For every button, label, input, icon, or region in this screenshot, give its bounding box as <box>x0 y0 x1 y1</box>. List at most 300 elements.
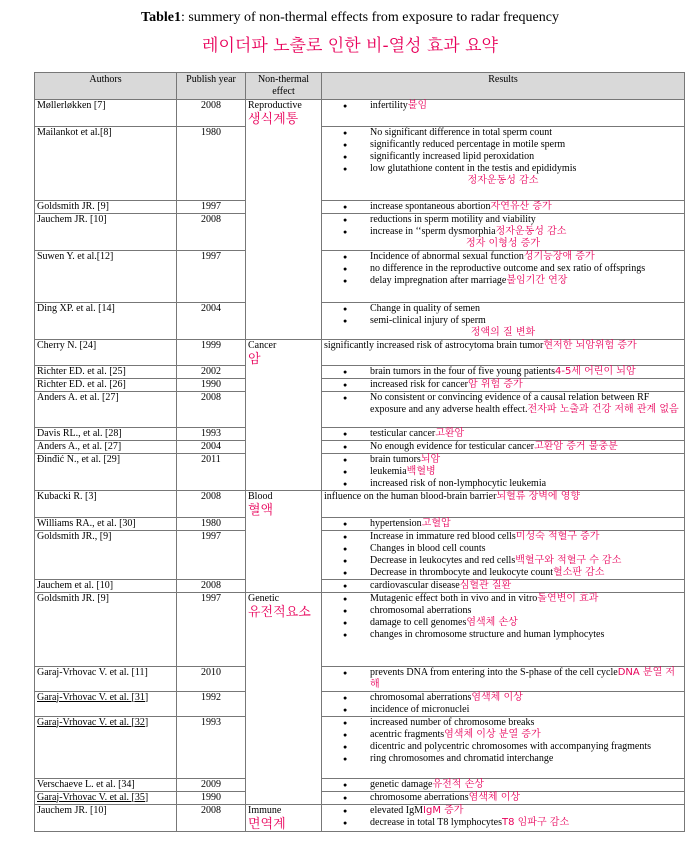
result-item <box>324 717 682 729</box>
author-text: Mailankot et al.[8] <box>37 126 112 138</box>
year-cell: 1980 <box>177 126 246 200</box>
results-list <box>324 792 682 804</box>
author-text: Anders A., et al. [27] <box>37 441 122 452</box>
author-cell <box>35 804 177 831</box>
effect-korean-label: 암 <box>248 351 261 367</box>
table-row <box>35 339 685 366</box>
results-cell <box>322 366 685 379</box>
result-korean-note: 미성숙 적혈구 증가 <box>515 530 600 542</box>
table-row <box>35 716 685 778</box>
author-cell <box>35 379 177 392</box>
table-row <box>35 126 685 200</box>
results-cell <box>322 213 685 250</box>
result-text: semi-clinical injury of sperm <box>370 314 486 326</box>
result-korean-note: 암 위험 증가 <box>468 379 523 390</box>
effect-cell <box>246 213 322 250</box>
results-cell <box>322 200 685 213</box>
year-cell: 2008 <box>177 579 246 592</box>
result-text: infertility <box>370 100 408 111</box>
results-list <box>324 531 682 579</box>
result-item <box>324 127 682 139</box>
effect-cell <box>246 454 322 491</box>
year-cell: 1997 <box>177 250 246 302</box>
result-item <box>324 139 682 151</box>
effect-cell <box>246 302 322 339</box>
author-cell <box>35 791 177 804</box>
year-cell: 2010 <box>177 666 246 691</box>
result-item <box>324 214 682 226</box>
result-text: Changes in blood cell counts <box>370 542 486 554</box>
effect-cell <box>246 250 322 302</box>
result-korean-note: 염색체 손상 <box>466 616 518 628</box>
result-korean-note: 현저한 뇌암위험 증가 <box>543 339 637 351</box>
table-row <box>35 366 685 379</box>
results-list <box>324 379 682 391</box>
author-cell <box>35 366 177 379</box>
results-list <box>324 580 682 592</box>
table-row <box>35 691 685 716</box>
result-item <box>324 741 682 753</box>
result-item <box>324 567 682 579</box>
result-item <box>324 275 682 287</box>
author-text: Jauchem et al. [10] <box>37 579 114 591</box>
author-cell <box>35 716 177 778</box>
result-item <box>324 379 682 391</box>
results-cell <box>322 339 685 366</box>
result-text: Incidence of abnormal sexual function <box>370 250 524 262</box>
result-text: significantly increased lipid peroxidation <box>370 150 535 162</box>
year-cell: 1997 <box>177 530 246 579</box>
effect-cell <box>246 778 322 791</box>
results-list <box>324 805 682 829</box>
results-cell <box>322 454 685 491</box>
author-cell <box>35 441 177 454</box>
results-list <box>324 201 682 213</box>
author-text: Verschaeve L. et al. [34] <box>37 778 135 790</box>
year-cell: 2009 <box>177 778 246 791</box>
year-cell: 1997 <box>177 592 246 666</box>
results-list <box>324 667 682 691</box>
result-korean-note: 불임기간 연장 <box>506 274 568 286</box>
year-cell: 2008 <box>177 392 246 428</box>
author-cell <box>35 100 177 127</box>
author-cell <box>35 250 177 302</box>
year-cell: 2002 <box>177 366 246 379</box>
table-row <box>35 379 685 392</box>
year-cell: 2008 <box>177 213 246 250</box>
result-korean-note: 고혈압 <box>421 517 451 529</box>
result-korean-note: 돌연변이 효과 <box>537 592 599 604</box>
author-text: Goldsmith JR., [9] <box>37 530 112 542</box>
result-korean-note: 4-5세 어린이 뇌암 <box>554 366 636 377</box>
result-text: significantly increased risk of astrocytoma brain tumor <box>324 339 544 351</box>
year-cell: 2008 <box>177 804 246 831</box>
results-cell <box>322 428 685 441</box>
result-item <box>324 201 682 213</box>
result-text: increased risk of non-lymphocytic leukemia <box>370 478 547 489</box>
result-item <box>324 605 682 617</box>
summary-table <box>34 72 685 832</box>
header-effect: Non-thermal effect <box>246 73 322 100</box>
results-list <box>324 593 682 641</box>
author-text: Kubacki R. [3] <box>37 491 97 502</box>
result-korean-note: 정자 이형성 증가 <box>466 237 540 249</box>
author-cell <box>35 200 177 213</box>
year-cell: 2004 <box>177 302 246 339</box>
result-item <box>324 151 682 163</box>
author-cell <box>35 339 177 366</box>
effect-korean-label: 유전적요소 <box>248 604 311 620</box>
effect-cell <box>246 441 322 454</box>
author-cell <box>35 213 177 250</box>
results-list <box>324 251 682 287</box>
results-list <box>324 392 682 416</box>
table-row <box>35 592 685 666</box>
result-item <box>324 518 682 530</box>
results-list <box>324 518 682 530</box>
effect-label: Immune <box>248 804 282 816</box>
result-text: leukemia <box>370 466 407 477</box>
table-row <box>35 517 685 530</box>
result-korean-note: IgM 증가 <box>423 804 464 816</box>
header-results: Results <box>322 73 685 100</box>
result-text: brain tumors in the four of five young patients <box>370 366 555 377</box>
effect-cell <box>246 517 322 530</box>
results-cell <box>322 691 685 716</box>
results-list <box>324 779 682 791</box>
author-cell <box>35 530 177 579</box>
effect-label: Genetic <box>248 592 280 604</box>
result-item <box>324 704 682 716</box>
author-text: Richter ED. et al. [26] <box>37 379 126 390</box>
result-text: chromosomal aberrations <box>370 691 472 703</box>
result-item <box>324 428 682 440</box>
results-list <box>324 717 682 765</box>
result-korean-note: 심혈관 질환 <box>459 579 512 591</box>
results-cell <box>322 791 685 804</box>
result-text: brain tumors <box>370 454 421 465</box>
year-cell: 1997 <box>177 200 246 213</box>
effect-cell <box>246 579 322 592</box>
table-row <box>35 778 685 791</box>
year-cell: 1993 <box>177 428 246 441</box>
results-cell <box>322 392 685 428</box>
author-cell <box>35 691 177 716</box>
table-row <box>35 213 685 250</box>
table-row <box>35 441 685 454</box>
results-cell <box>322 592 685 666</box>
author-text: Cherry N. [24] <box>37 339 97 351</box>
result-item <box>324 454 682 466</box>
effect-cell <box>246 200 322 213</box>
table-row <box>35 454 685 491</box>
author-cell <box>35 778 177 791</box>
result-item <box>324 729 682 741</box>
result-text: prevents DNA from entering into the S-phase of the cell cycle <box>370 666 618 678</box>
result-korean-note: 염색체 이상 분열 증가 <box>444 728 541 740</box>
result-item <box>324 779 682 791</box>
result-korean-note: T8 임파구 감소 <box>502 816 570 828</box>
effect-korean-label: 생식계통 <box>248 112 299 127</box>
result-korean-note: 백혈구와 적혈구 수 감소 <box>515 554 622 566</box>
result-text: no difference in the reproductive outcome and sex ratio of offsprings <box>370 262 646 274</box>
author-text: Suwen Y. et al.[12] <box>37 250 114 262</box>
effect-cell <box>246 804 322 831</box>
effect-cell <box>246 126 322 200</box>
results-list <box>324 441 682 453</box>
result-korean-note: 고환암 <box>435 428 465 439</box>
results-cell <box>322 778 685 791</box>
result-text: No enough evidence for testicular cancer <box>370 441 535 452</box>
result-korean-note: 정자운동성 감소 <box>467 174 539 186</box>
result-korean-note: 정액의 질 변화 <box>470 326 536 338</box>
results-cell <box>322 100 685 127</box>
result-item <box>324 315 682 327</box>
result-text: chromosomal aberrations <box>370 604 472 616</box>
results-list <box>324 127 682 175</box>
result-item <box>324 555 682 567</box>
author-cell <box>35 126 177 200</box>
author-cell <box>35 592 177 666</box>
author-cell <box>35 428 177 441</box>
effect-label: Reproductive <box>248 100 302 111</box>
result-text: dicentric and polycentric chromosomes with accompanying fragments <box>370 740 652 752</box>
table-row <box>35 791 685 804</box>
result-item <box>324 478 682 490</box>
author-text: Møllerløkken [7] <box>37 100 106 111</box>
author-text: Garaj-Vrhovac V. et al. [35] <box>37 791 149 803</box>
result-korean-note: DNA 분열 저해 <box>370 666 676 690</box>
result-text: Decrease in thrombocyte and leukocyte count <box>370 566 553 578</box>
results-cell <box>322 804 685 831</box>
result-item <box>324 817 682 829</box>
author-text: Goldsmith JR. [9] <box>37 592 109 604</box>
result-korean-note: 성기능장애 증가 <box>523 250 595 262</box>
table-row <box>35 100 685 127</box>
results-cell <box>322 491 685 518</box>
table-row <box>35 392 685 428</box>
author-cell <box>35 666 177 691</box>
result-korean-note: 염색체 이상 <box>471 691 523 703</box>
result-text: reductions in sperm motility and viability <box>370 213 536 225</box>
korean-subtitle: 레이더파 노출로 인한 비-열성 효과 요약 <box>202 36 498 56</box>
effect-cell <box>246 491 322 518</box>
result-text: chromosome aberrations <box>370 791 469 803</box>
table-row <box>35 428 685 441</box>
result-korean-note: 자연유산 증가 <box>490 200 552 212</box>
year-cell: 2008 <box>177 491 246 518</box>
result-korean-note: 정자운동성 감소 <box>495 225 567 237</box>
author-text: Garaj-Vrhovac V. et al. [11] <box>37 666 148 678</box>
result-text: Change in quality of semen <box>370 302 480 314</box>
result-text: decrease in total T8 lymphocytes <box>370 816 502 828</box>
result-item <box>324 531 682 543</box>
results-list <box>324 428 682 440</box>
result-text: significantly reduced percentage in motile sperm <box>370 138 566 150</box>
table-row <box>35 530 685 579</box>
result-text: Mutagenic effect both in vivo and in vitro <box>370 592 538 604</box>
results-cell <box>322 716 685 778</box>
result-item <box>324 163 682 175</box>
result-text: incidence of micronuclei <box>370 703 470 715</box>
result-text: influence on the human blood-brain barrier <box>324 491 497 502</box>
results-list <box>324 100 682 112</box>
author-text: Ding XP. et al. [14] <box>37 302 115 314</box>
header-authors: Authors <box>35 73 177 100</box>
author-text: Goldsmith JR. [9] <box>37 200 109 212</box>
year-cell: 2004 <box>177 441 246 454</box>
author-text: Jauchem JR. [10] <box>37 804 107 816</box>
result-item <box>324 692 682 704</box>
effect-cell <box>246 592 322 666</box>
result-item <box>324 366 682 378</box>
effect-label: Cancer <box>248 339 277 351</box>
author-cell <box>35 579 177 592</box>
year-cell: 1990 <box>177 379 246 392</box>
author-cell <box>35 491 177 518</box>
result-item <box>324 805 682 817</box>
result-text: low glutathione content in the testis and epididymis <box>370 162 577 174</box>
results-list <box>324 692 682 716</box>
results-cell <box>322 579 685 592</box>
header-row <box>35 73 685 100</box>
table-row <box>35 804 685 831</box>
effect-cell <box>246 339 322 366</box>
results-list <box>324 454 682 490</box>
result-text: elevated IgM <box>370 804 424 816</box>
results-list <box>324 366 682 378</box>
year-cell: 1999 <box>177 339 246 366</box>
author-text: Anders A. et al. [27] <box>37 392 119 403</box>
result-item <box>324 667 682 691</box>
result-item <box>324 251 682 263</box>
effect-label: Blood <box>248 491 273 502</box>
result-korean-note: 백혈병 <box>406 466 436 477</box>
results-cell <box>322 441 685 454</box>
result-item <box>324 466 682 478</box>
result-korean-note: 혈소판 감소 <box>552 566 605 578</box>
table-body <box>35 100 685 832</box>
result-item <box>324 629 682 641</box>
result-text: No consistent or convincing evidence of a causal relation between RF exposure and any adverse health effect. <box>370 392 650 415</box>
table-row <box>35 302 685 339</box>
author-text: Garaj-Vrhovac V. et al. [32] <box>37 716 149 728</box>
table-title: Table1: summery of non-thermal effects from exposure to radar frequency <box>141 10 559 25</box>
result-text: genetic damage <box>370 778 433 790</box>
year-cell: 2011 <box>177 454 246 491</box>
result-text: increased risk for cancer <box>370 379 468 390</box>
year-cell: 1990 <box>177 791 246 804</box>
effect-cell <box>246 691 322 716</box>
table-row <box>35 579 685 592</box>
result-korean-note: 뇌암 <box>420 454 441 465</box>
result-text: increase spontaneous abortion <box>370 200 491 212</box>
results-cell <box>322 517 685 530</box>
result-item <box>324 392 682 416</box>
result-text: hypertension <box>370 517 422 529</box>
result-item <box>324 580 682 592</box>
result-text: increase in ‘‘sperm dysmorphia <box>370 225 496 237</box>
header-publish-year: Publish year <box>177 73 246 100</box>
results-cell <box>322 379 685 392</box>
result-item <box>324 441 682 453</box>
result-text: changes in chromosome structure and human lymphocytes <box>370 628 605 640</box>
results-cell <box>322 666 685 691</box>
effect-korean-label: 혈액 <box>248 503 274 518</box>
results-cell <box>322 530 685 579</box>
year-cell: 1992 <box>177 691 246 716</box>
effect-cell <box>246 716 322 778</box>
result-korean-note: 전자파 노출과 건강 저해 관계 없음 <box>527 404 679 415</box>
effect-cell <box>246 392 322 428</box>
table-row <box>35 491 685 518</box>
result-korean-note: 뇌혈류 장벽에 영향 <box>496 491 581 502</box>
effect-cell <box>246 100 322 127</box>
result-item <box>324 303 682 315</box>
result-korean-note: 고환암 증거 불충분 <box>534 441 618 452</box>
result-korean-note: 불임 <box>407 100 428 111</box>
result-text: increased number of chromosome breaks <box>370 716 535 728</box>
author-text: Richter ED. et al. [25] <box>37 366 126 377</box>
result-text: testicular cancer <box>370 428 436 439</box>
result-text: Decrease in leukocytes and red cells <box>370 554 516 566</box>
result-text: damage to cell genomes <box>370 616 467 628</box>
author-cell <box>35 517 177 530</box>
effect-korean-label: 면역계 <box>248 816 286 832</box>
results-cell <box>322 126 685 200</box>
year-cell: 2008 <box>177 100 246 127</box>
result-korean-note: 염색체 이상 <box>468 791 521 803</box>
result-text: No significant difference in total sperm count <box>370 126 552 138</box>
effect-cell <box>246 530 322 579</box>
result-korean-note: 유전적 손상 <box>432 778 484 790</box>
author-cell <box>35 454 177 491</box>
author-cell <box>35 392 177 428</box>
result-item <box>324 792 682 804</box>
author-text: Jauchem JR. [10] <box>37 213 107 225</box>
year-cell: 1980 <box>177 517 246 530</box>
result-item <box>324 543 682 555</box>
table-row <box>35 200 685 213</box>
result-text: cardiovascular disease <box>370 579 460 591</box>
effect-cell <box>246 379 322 392</box>
effect-cell <box>246 791 322 804</box>
result-item <box>324 263 682 275</box>
table-row <box>35 250 685 302</box>
effect-cell <box>246 366 322 379</box>
result-item <box>324 753 682 765</box>
result-item <box>324 617 682 629</box>
author-text: Đinđić N., et al. [29] <box>37 454 121 465</box>
effect-cell <box>246 666 322 691</box>
result-text: delay impregnation after marriage <box>370 274 507 286</box>
author-cell <box>35 302 177 339</box>
results-cell <box>322 302 685 339</box>
result-text: ring chromosomes and chromatid interchange <box>370 752 554 764</box>
results-list <box>324 214 682 238</box>
results-list <box>324 303 682 327</box>
result-item <box>324 593 682 605</box>
effect-cell <box>246 428 322 441</box>
author-text: Garaj-Vrhovac V. et al. [31] <box>37 691 149 703</box>
results-cell <box>322 250 685 302</box>
table-row <box>35 666 685 691</box>
author-text: Williams RA., et al. [30] <box>37 517 136 529</box>
year-cell: 1993 <box>177 716 246 778</box>
author-text: Davis RL., et al. [28] <box>37 428 122 439</box>
result-item <box>324 100 682 112</box>
result-text: Increase in immature red blood cells <box>370 530 516 542</box>
